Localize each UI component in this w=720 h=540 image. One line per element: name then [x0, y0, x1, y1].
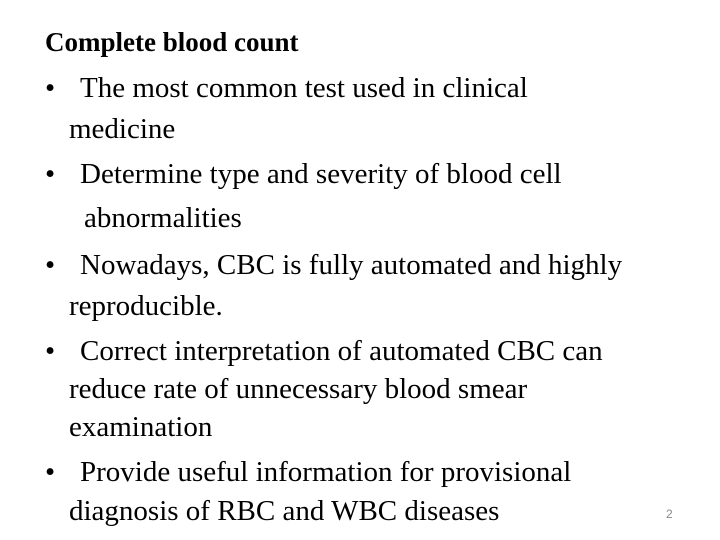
bullet-marker: • — [45, 456, 56, 488]
bullet-3-line-1: Nowadays, CBC is fully automated and highly — [80, 249, 623, 281]
bullet-4-line-2: reduce rate of unnecessary blood smear — [69, 373, 528, 405]
bullet-5-line-1: Provide useful information for provisional — [80, 456, 572, 488]
bullet-marker: • — [45, 249, 56, 281]
bullet-4-line-1: Correct interpretation of automated CBC can — [80, 335, 603, 367]
page-number: 2 — [666, 507, 673, 521]
bullet-4-line-3: examination — [69, 411, 213, 443]
slide-title: Complete blood count — [45, 27, 299, 57]
bullet-1-line-1: The most common test used in clinical — [80, 72, 528, 104]
bullet-2-line-2: abnormalities — [84, 202, 242, 234]
bullet-marker: • — [45, 158, 56, 190]
bullet-marker: • — [45, 72, 56, 104]
bullet-3-line-2: reproducible. — [69, 290, 223, 322]
bullet-5-line-2: diagnosis of RBC and WBC diseases — [69, 495, 500, 527]
bullet-1-line-2: medicine — [69, 113, 176, 145]
bullet-2-line-1: Determine type and severity of blood cell — [80, 158, 562, 190]
bullet-marker: • — [45, 335, 56, 367]
